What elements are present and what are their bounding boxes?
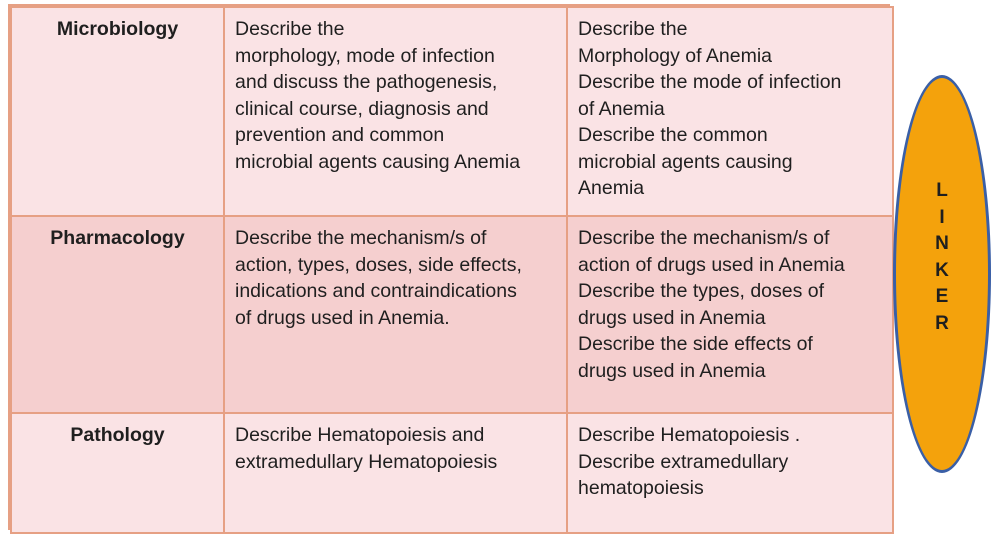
split-objectives-cell-pharmacology (567, 216, 893, 413)
text-line: drugs used in Anemia (578, 306, 766, 329)
text-line: Morphology of Anemia (578, 44, 773, 67)
linker-ellipse (893, 75, 991, 473)
linker-letter: I (939, 206, 945, 228)
split-objectives-cell-pathology (567, 413, 893, 533)
comparison-table-grid (10, 6, 894, 534)
text-line: microbial agents causing (578, 150, 793, 173)
text-line: of drugs used in Anemia. (235, 306, 450, 329)
integrated-objectives-cell-pharmacology (224, 216, 567, 413)
text-line: of Anemia (578, 97, 665, 120)
comparison-table (8, 4, 890, 530)
text-line: action of drugs used in Anemia (578, 253, 845, 276)
text-line: indications and contraindications (235, 280, 517, 302)
text-line: Describe the common (578, 124, 768, 146)
text-line: microbial agents causing Anemia (235, 150, 521, 173)
integrated-objectives-cell-microbiology (224, 7, 567, 216)
table-row-microbiology (11, 7, 893, 216)
linker-letter: N (935, 233, 949, 254)
text-line: Describe the side effects of (578, 333, 813, 355)
linker-letter: E (935, 286, 949, 307)
text-line: clinical course, diagnosis and (235, 97, 489, 120)
subject-cell-pathology: Pathology (11, 413, 224, 533)
text-line: action, types, doses, side effects, (235, 253, 522, 276)
text-line: Describe Hematopoiesis . (578, 424, 801, 446)
text-line: Describe the mechanism/s of (578, 227, 830, 249)
linker-letter: R (935, 312, 949, 334)
integrated-objectives-cell-pathology (224, 413, 567, 533)
table-row-pharmacology (11, 216, 893, 413)
text-line: extramedullary Hematopoiesis (235, 450, 498, 473)
subject-cell-pharmacology: Pharmacology (11, 216, 224, 413)
text-line: Describe Hematopoiesis and (235, 424, 485, 446)
text-line: Describe the mode of infection (578, 71, 842, 93)
text-line: Anemia (578, 177, 645, 199)
text-line: Describe the (578, 18, 688, 40)
text-line: Describe the types, doses of (578, 280, 825, 302)
text-line: prevention and common (235, 124, 445, 146)
subject-cell-microbiology: Microbiology (11, 7, 224, 216)
linker-letter: L (936, 180, 948, 201)
linker-letter: K (935, 259, 949, 281)
text-line: Describe the (235, 18, 345, 40)
text-line: Describe extramedullary (578, 450, 789, 473)
text-line: and discuss the pathogenesis, (235, 71, 498, 93)
table-row-pathology (11, 413, 893, 533)
split-objectives-cell-microbiology (567, 7, 893, 216)
text-line: drugs used in Anemia (578, 359, 766, 382)
text-line: hematopoiesis (578, 477, 704, 499)
text-line: morphology, mode of infection (235, 44, 495, 67)
text-line: Describe the mechanism/s of (235, 227, 487, 249)
